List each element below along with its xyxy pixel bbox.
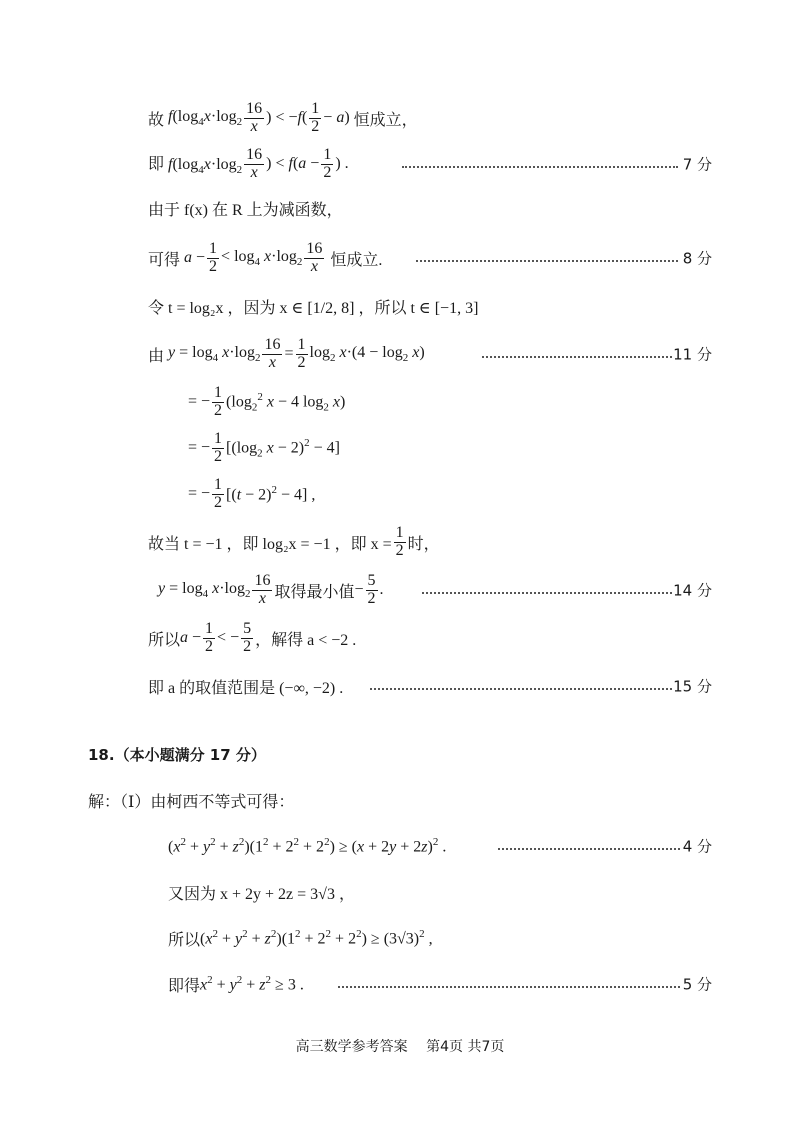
leader-dots: [416, 258, 678, 262]
line-11-suffix: 取得最小值: [274, 583, 355, 601]
score-14: 14 分: [673, 581, 712, 600]
leader-dots: [370, 686, 672, 690]
line-3-text: 由于 f(x) 在 R 上为减函数，: [148, 201, 343, 219]
line-3: [0, 184, 800, 232]
section-18-intro: 解：（Ⅰ）由柯西不等式可得：: [88, 793, 295, 811]
score-7: 7 分: [682, 155, 712, 174]
s18-line-4: 即得 $x^2 + y^2 + z^2 \ge 3$ . 5 分: [168, 973, 712, 995]
line-6: 由 $y = \log_4 x\cdot\log_2$ $\frac{16}{x}$ = $\frac{1}{2}$ $\log_2 x\cdot(4 - \log_2 x)$ 11 分: [148, 335, 712, 371]
s18-line-2: 又因为 x + 2y + 2z = 3√3 ，: [168, 885, 355, 903]
line-13: [0, 662, 800, 710]
line-4-suffix: 恒成立.: [330, 251, 383, 269]
s18-line-4-prefix: 即得: [168, 977, 201, 995]
line-8: = − $\frac{1}{2}$ [($\log_2$ x − 2)$^2$ − 4]: [188, 429, 340, 465]
s18-line-1: $(x^2 + y^2 + z^2)(1^2 + 2^2 + 2^2) \ge (x + 2y + 2z)^2$ . 4 分: [168, 835, 712, 856]
line-12: 所以 a − $\frac{1}{2}$ < − $\frac{5}{2}$ ，解得 a < −2 .: [148, 619, 357, 655]
leader-dots: [338, 984, 680, 988]
line-2: 即 $f(\log_4x\cdot\log_2$ $\frac{16}{x}$ ) < f(a − $\frac{1}{2}$ ) . 7 分: [148, 145, 712, 181]
line-10: 故当 t = −1 ，即 log₂x = −1 ，即 x = $\frac{1}{2}$ 时，: [148, 523, 440, 559]
line-11: $y = \log_4 x\cdot\log_2$ $\frac{16}{x}$ 取得最小值 − $\frac{5}{2}$ . 14 分: [158, 571, 712, 607]
leader-dots: [482, 354, 672, 358]
leader-dots: [422, 590, 672, 594]
page-footer: 高三数学参考答案 第4页 共7页: [295, 1039, 505, 1055]
line-1-suffix: 恒成立，: [353, 111, 418, 129]
score-11: 11 分: [673, 345, 712, 364]
leader-dots: [498, 846, 680, 850]
s18-line-3: 所以 $(x^2 + y^2 + z^2)(1^2 + 2^2 + 2^2) \ge (3√3)^2$ ,: [168, 927, 433, 949]
line-10-suffix: 时，: [407, 535, 440, 553]
line-12-prefix: 所以: [148, 631, 181, 649]
score-5: 5 分: [682, 975, 712, 994]
line-12-suffix: ，解得 a < −2 .: [255, 631, 357, 649]
line-7: = − $\frac{1}{2}$ ($\log_2^2$ x − 4 $\log_2 x$): [188, 383, 346, 419]
line-5-text: 令 t = log₂x ，因为 x ∈ [1/2, 8] ，所以 t ∈ [−1, 3]: [148, 299, 479, 317]
s18-line-3-prefix: 所以: [168, 931, 201, 949]
line-1-prefix: 故: [148, 111, 165, 129]
line-10-text: 故当 t = −1 ，即 log₂x = −1 ，即 x =: [148, 535, 392, 553]
line-13-text: 即 a 的取值范围是 (−∞, −2) .: [148, 679, 344, 697]
score-8: 8 分: [682, 249, 712, 268]
score-15: 15 分: [673, 677, 712, 696]
line-4-prefix: 可得: [148, 251, 181, 269]
score-4: 4 分: [682, 837, 712, 856]
line-6-prefix: 由: [148, 347, 165, 365]
line-9: = − $\frac{1}{2}$ $[(t - 2)^2 - 4]$ ,: [188, 475, 316, 511]
section-18-title: 18.（本小题满分 17 分）: [88, 745, 266, 764]
line-5: [0, 282, 800, 330]
line-4: 可得 a − $\frac{1}{2}$ < $\log_4 x\cdot\log_2$ $\frac{16}{x}$ 恒成立. 8 分: [148, 239, 712, 275]
leader-dots: [402, 164, 678, 168]
line-1: 故 $f(\log_4x\cdot\log_2$ $\frac{16}{x}$ ) < −f( $\frac{1}{2}$ − a) 恒成立，: [148, 99, 418, 135]
